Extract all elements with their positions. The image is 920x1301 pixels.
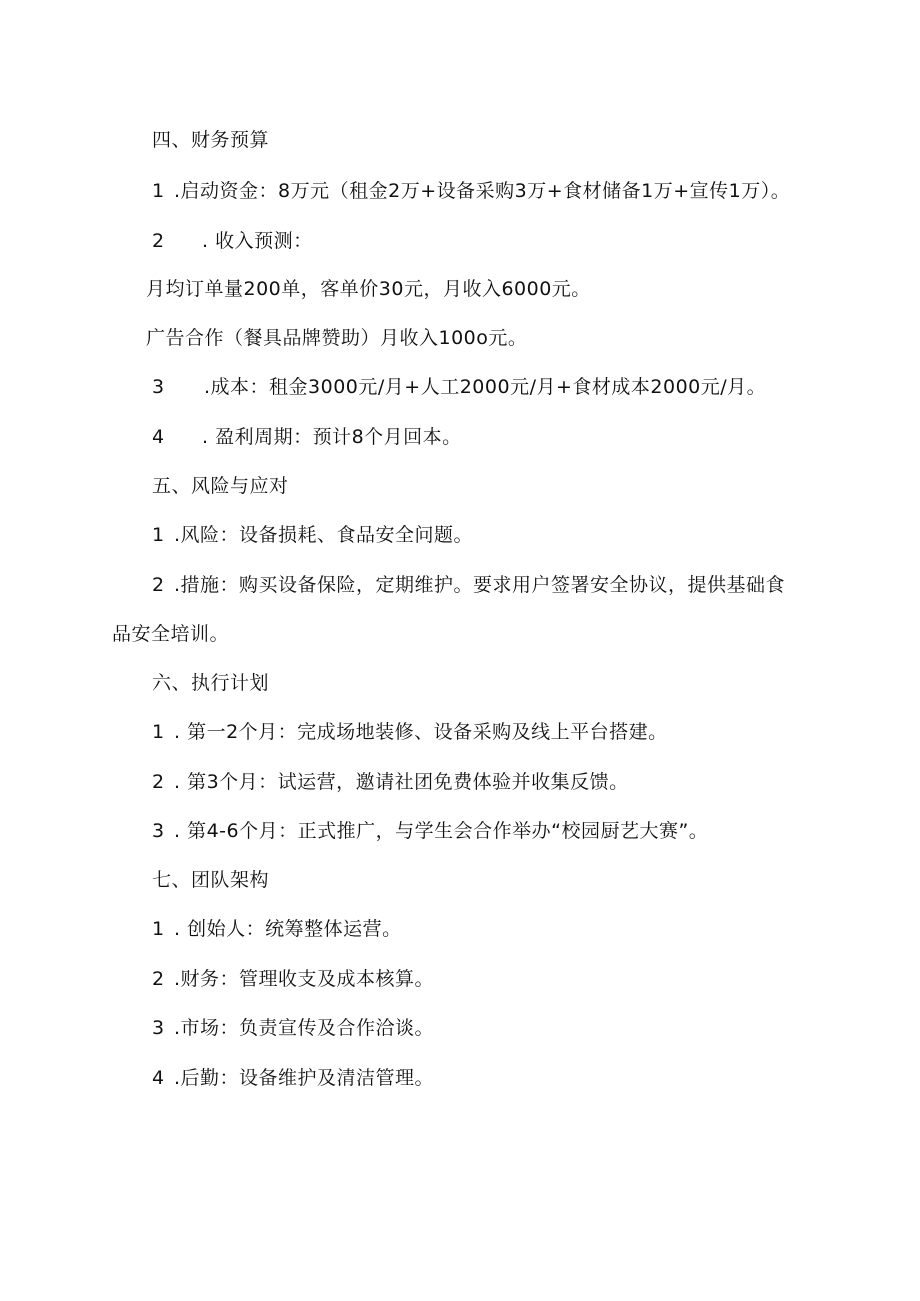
team-item-4 xyxy=(152,1066,434,1090)
item-number: 3 xyxy=(152,376,165,398)
plan-item-3 xyxy=(152,819,708,843)
revenue-forecast-ads: 广告合作（餐具品牌赞助）月收入100o元。 xyxy=(146,327,528,349)
item-text: .财务：管理收支及成本核算。 xyxy=(174,968,435,990)
finance-item-3 xyxy=(152,375,766,399)
item-text: .后勤：设备维护及清洁管理。 xyxy=(174,1067,435,1089)
item-text: .启动资金：8万元（租金2万+设备采购3万+食材储备1万+宣传1万）。 xyxy=(174,180,791,202)
team-item-3 xyxy=(152,1016,434,1040)
item-number: 2 xyxy=(152,771,165,793)
section-title-risk: 五、风险与应对 xyxy=(152,475,289,497)
item-text: . 收入预测： xyxy=(202,230,313,252)
item-text: .措施：购买设备保险，定期维护。要求用户签署安全协议，提供基础食 xyxy=(174,574,786,596)
item-number: 2 xyxy=(152,574,165,596)
risk-item-2-continuation: 品安全培训。 xyxy=(112,623,230,645)
plan-item-2 xyxy=(152,770,629,794)
item-text: .风险：设备损耗、食品安全问题。 xyxy=(174,524,474,546)
plan-item-1 xyxy=(152,720,668,744)
finance-item-2 xyxy=(152,229,313,253)
item-text: .市场：负责宣传及合作洽谈。 xyxy=(174,1017,435,1039)
item-text: . 创始人：统筹整体运营。 xyxy=(174,918,402,940)
risk-item-2 xyxy=(152,573,785,597)
section-title-finance: 四、财务预算 xyxy=(152,129,270,151)
item-number: 1 xyxy=(152,180,165,202)
item-number: 4 xyxy=(152,1067,165,1089)
risk-item-1 xyxy=(152,523,473,547)
revenue-forecast-orders: 月均订单量200单，客单价30元，月收入6000元。 xyxy=(146,278,591,300)
item-number: 3 xyxy=(152,1017,165,1039)
item-number: 2 xyxy=(152,968,165,990)
item-number: 3 xyxy=(152,820,165,842)
finance-item-4 xyxy=(152,425,462,449)
item-number: 2 xyxy=(152,230,165,252)
item-text: . 第4-6个月：正式推广，与学生会合作举办“校园厨艺大赛”。 xyxy=(174,820,709,842)
item-number: 1 xyxy=(152,524,165,546)
item-text: . 盈利周期：预计8个月回本。 xyxy=(202,426,462,448)
section-title-team: 七、团队架构 xyxy=(152,869,270,891)
item-number: 1 xyxy=(152,721,165,743)
item-text: . 第一2个月：完成场地装修、设备采购及线上平台搭建。 xyxy=(174,721,668,743)
team-item-2 xyxy=(152,967,434,991)
item-number: 4 xyxy=(152,426,165,448)
item-number: 1 xyxy=(152,918,165,940)
finance-item-1 xyxy=(152,179,790,203)
section-title-plan: 六、执行计划 xyxy=(152,672,270,694)
item-text: . 第3个月：试运营，邀请社团免费体验并收集反馈。 xyxy=(174,771,629,793)
team-item-1 xyxy=(152,917,402,941)
item-text: .成本：租金3000元/月+人工2000元/月+食材成本2000元/月。 xyxy=(204,376,767,398)
